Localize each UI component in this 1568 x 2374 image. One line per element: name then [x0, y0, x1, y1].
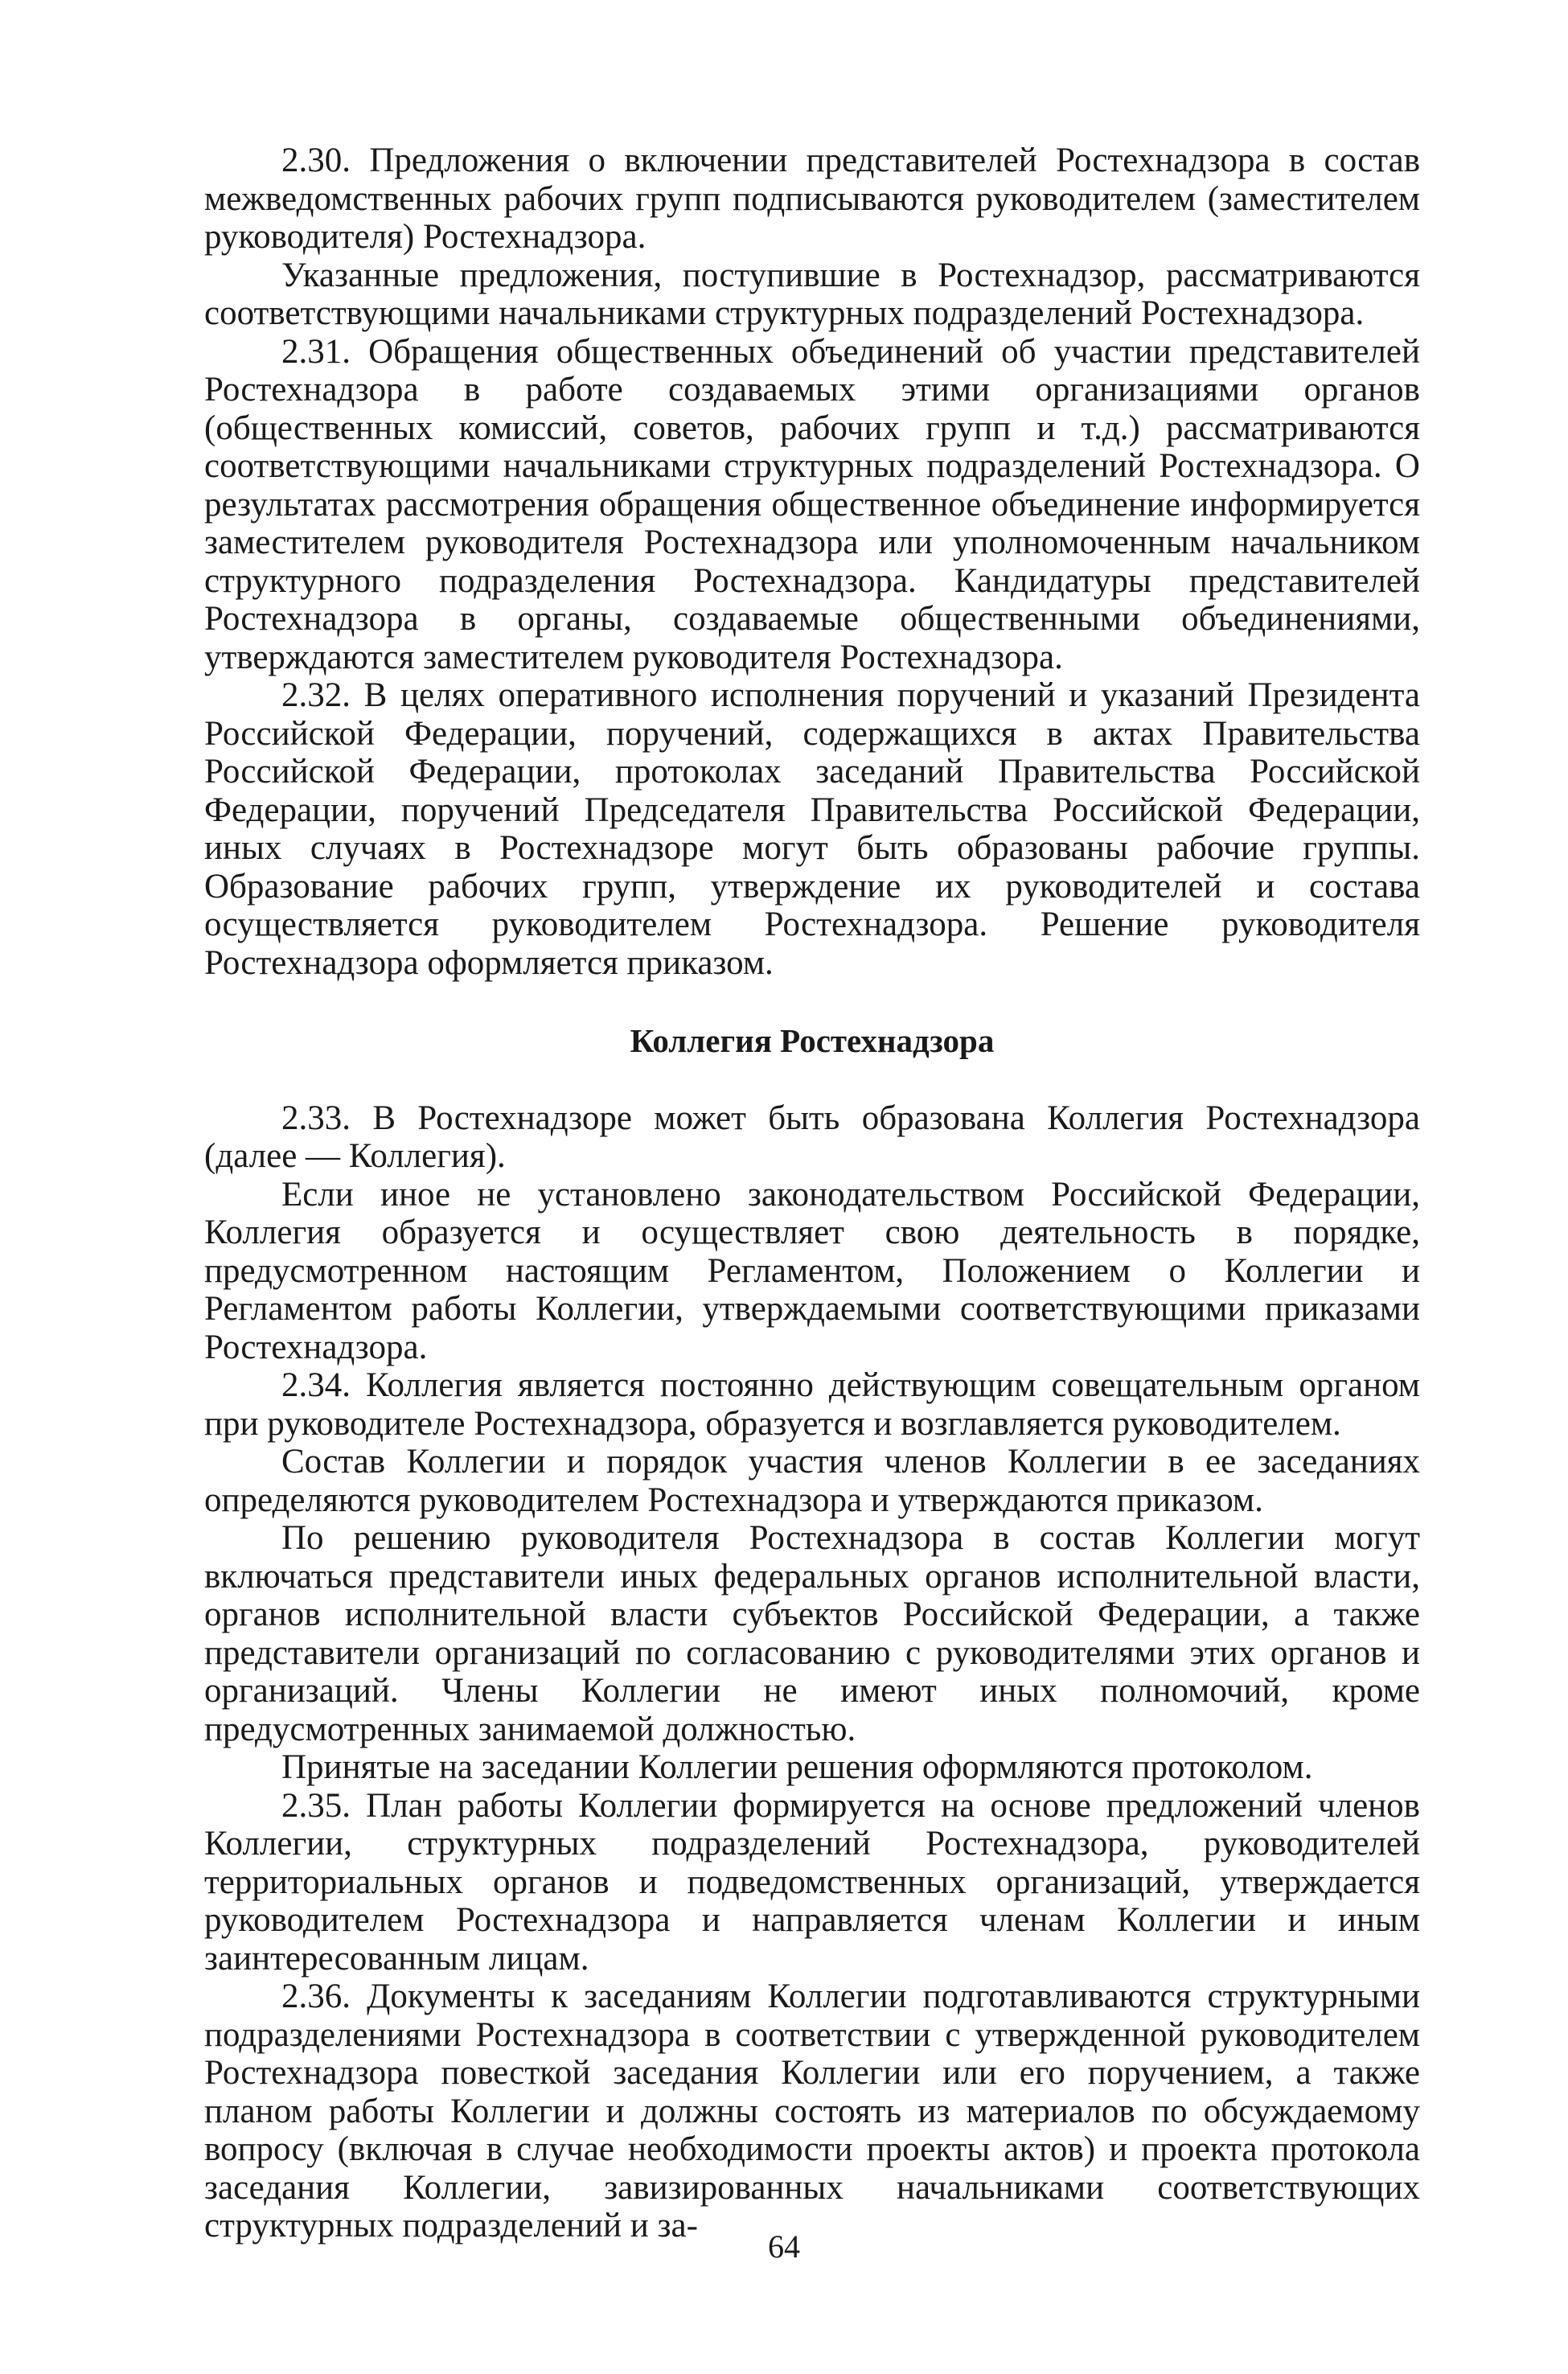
paragraph-2-34-composition: Состав Коллегии и порядок участия членов Коллегии в ее заседаниях определяются руководителем Ростехнадзора и утверждаются приказом. — [204, 1443, 1420, 1519]
paragraph-2-30-note: Указанные предложения, поступившие в Ростехнадзор, рассматриваются соответствующими начальниками структурных подразделений Ростехнадзора. — [204, 256, 1420, 332]
paragraph-2-34: 2.34. Коллегия является постоянно действующим совещательным органом при руководителе Ростехнадзора, образуется и возглавляется руководителем. — [204, 1366, 1420, 1443]
paragraph-2-33-note: Если иное не установлено законодательством Российской Федерации, Коллегия образуется и осуществляет свою деятельность в порядке, предусмотренном настоящим Регламентом, Положением о Коллегии и Регламентом работы Коллегии, утверждаемыми соответствующими приказами Ростехнадзора. — [204, 1175, 1420, 1366]
paragraph-2-34-members: По решению руководителя Ростехнадзора в состав Коллегии могут включаться представители иных федеральных органов исполнительной власти, органов исполнительной власти субъектов Российской Федерации, а также представители организаций по согласованию с руководителями этих органов и организаций. Члены Коллегии не имеют иных полномочий, кроме предусмотренных занимаемой должностью. — [204, 1519, 1420, 1748]
page-number: 64 — [768, 2228, 800, 2265]
paragraph-2-30: 2.30. Предложения о включении представителей Ростехнадзора в состав межведомственных рабочих групп подписываются руководителем (заместителем руководителя) Ростехнадзора. — [204, 142, 1420, 256]
section-heading: Коллегия Ростехнадзора — [630, 1022, 995, 1059]
paragraph-2-34-decisions: Принятые на заседании Коллегии решения оформляются протоколом. — [281, 1748, 1313, 1786]
paragraph-2-36: 2.36. Документы к заседаниям Коллегии подготавливаются структурными подразделениями Ростехнадзора в соответствии с утвержденной руководителем Ростехнадзора повесткой заседания Коллегии или его поручением, а также планом работы Коллегии и должны состоять из материалов по обсуждаемому вопросу (включая в случае необходимости проекты актов) и проекта протокола заседания Коллегии, завизированных начальниками соответствующих структурных подразделений и за- — [204, 1978, 1420, 2245]
page-body — [204, 142, 1420, 2245]
paragraph-2-35: 2.35. План работы Коллегии формируется на основе предложений членов Коллегии, структурных подразделений Ростехнадзора, руководителей территориальных органов и подведомственных организаций, утверждается руководителем Ростехнадзора и направляется членам Коллегии и иным заинтересованным лицам. — [204, 1786, 1420, 1978]
paragraph-2-31: 2.31. Обращения общественных объединений об участии представителей Ростехнадзора в работе создаваемых этими организациями органов (общественных комиссий, советов, рабочих групп и т.д.) рассматриваются соответствующими начальниками структурных подразделений Ростехнадзора. О результатах рассмотрения обращения общественное объединение информируется заместителем руководителя Ростехнадзора или уполномоченным начальником структурного подразделения Ростехнадзора. Кандидатуры представителей Ростехнадзора в органы, создаваемые общественными объединениями, утверждаются заместителем руководителя Ростехнадзора. — [204, 332, 1420, 676]
paragraph-2-33: 2.33. В Ростехнадзоре может быть образована Коллегия Ростехнадзора (далее — Коллегия). — [204, 1099, 1420, 1175]
paragraph-2-32: 2.32. В целях оперативного исполнения поручений и указаний Президента Российской Федерации, поручений, содержащихся в актах Правительства Российской Федерации, протоколах заседаний Правительства Российской Федерации, поручений Председателя Правительства Российской Федерации, иных случаях в Ростехнадзоре могут быть образованы рабочие группы. Образование рабочих групп, утверждение их руководителей и состава осуществляется руководителем Ростехнадзора. Решение руководителя Ростехнадзора оформляется приказом. — [204, 676, 1420, 982]
